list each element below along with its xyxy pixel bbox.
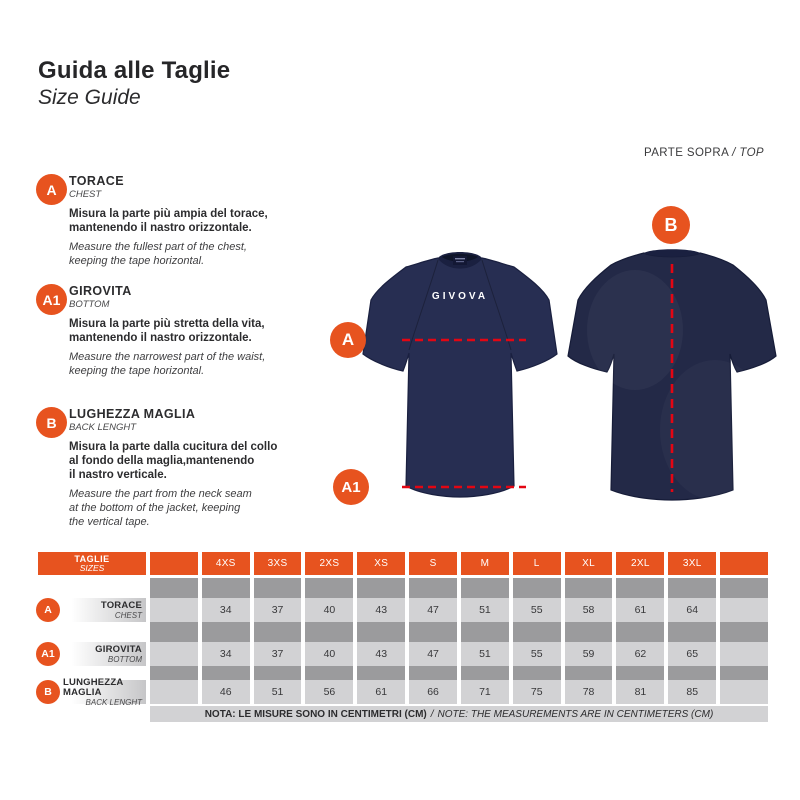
part-label-separator: / — [732, 147, 736, 159]
size-value-cell: 43 — [357, 598, 405, 622]
table-header-sizes — [38, 552, 146, 575]
size-value-cell: 37 — [254, 598, 302, 622]
desc-line: Misura la parte più stretta della vita, — [69, 318, 265, 330]
row-label-en: BACK LENGHT — [85, 697, 142, 707]
desc-line: il nastro verticale. — [69, 469, 167, 481]
size-value-cell: 58 — [565, 598, 613, 622]
size-column-header: M — [461, 552, 509, 575]
size-value-cell: 37 — [254, 642, 302, 666]
desc-line: Misura la parte dalla cucitura del collo — [69, 441, 278, 453]
desc-line: Measure the fullest part of the chest, — [69, 241, 247, 253]
brand-logo: GIVOVA — [431, 291, 489, 302]
desc-line: keeping the tape horizontal. — [69, 365, 205, 377]
measure-desc-it — [69, 207, 348, 235]
size-value-cell: 51 — [461, 598, 509, 622]
table-row-label-back-length — [38, 676, 146, 707]
page-title — [38, 58, 230, 110]
header-sizes: SIZES — [79, 563, 105, 573]
size-value-cell: 59 — [565, 642, 613, 666]
marker-a1-on-shirt: A1 — [333, 469, 369, 505]
size-value-cell: 71 — [461, 680, 509, 704]
row-label-en: BOTTOM — [107, 654, 142, 664]
part-label-english: TOP — [739, 147, 764, 159]
size-value-cell: 47 — [409, 642, 457, 666]
size-value-cell: 66 — [409, 680, 457, 704]
size-column-header: XL — [565, 552, 613, 575]
size-value-cell: 55 — [513, 598, 561, 622]
empty-cell — [720, 680, 768, 704]
size-value-cell: 61 — [616, 598, 664, 622]
size-column-header: L — [513, 552, 561, 575]
size-value-cell: 40 — [305, 598, 353, 622]
measure-name-it: LUGHEZZA MAGLIA — [69, 407, 196, 421]
size-value-cell: 43 — [357, 642, 405, 666]
desc-line: mantenendo il nastro orizzontale. — [69, 332, 252, 344]
table-row-label-chest — [38, 598, 146, 622]
tshirt-front-image — [360, 238, 560, 503]
desc-line: Measure the narrowest part of the waist, — [69, 351, 266, 363]
size-value-cell: 47 — [409, 598, 457, 622]
desc-line: mantenendo il nastro orizzontale. — [69, 222, 252, 234]
size-value-cell: 56 — [305, 680, 353, 704]
header-trailing-cell — [720, 552, 768, 575]
empty-cell — [150, 680, 198, 704]
row-label-it: TORACE — [100, 599, 142, 611]
measure-name-en: BACK LENGHT — [69, 422, 137, 433]
size-column-header: 2XS — [305, 552, 353, 575]
desc-line: keeping the tape horizontal. — [69, 255, 205, 267]
desc-line: Misura la parte più ampia del torace, — [69, 208, 268, 220]
size-table-header-row — [38, 552, 768, 575]
marker-a1-badge: A1 — [36, 284, 67, 315]
measure-desc-en — [69, 487, 348, 529]
size-column-header: 4XS — [202, 552, 250, 575]
note-separator: / — [430, 708, 434, 720]
row-label-en: CHEST — [114, 610, 142, 620]
desc-line: at the bottom of the jacket, keeping — [69, 502, 241, 514]
marker-a-table-badge: A — [36, 598, 60, 622]
size-column-header: 3XL — [668, 552, 716, 575]
empty-cell — [720, 642, 768, 666]
measure-name-it: GIROVITA — [69, 284, 132, 298]
size-value-cell: 46 — [202, 680, 250, 704]
size-column-header: XS — [357, 552, 405, 575]
size-value-cell: 81 — [616, 680, 664, 704]
marker-b-badge: B — [36, 407, 67, 438]
marker-a-on-shirt: A — [330, 322, 366, 358]
measurements-note-bar — [150, 706, 768, 722]
marker-b-table-badge: B — [36, 680, 60, 704]
size-column-header: 3XS — [254, 552, 302, 575]
size-value-cell: 51 — [461, 642, 509, 666]
size-table — [38, 552, 768, 724]
size-table-body — [38, 578, 768, 707]
desc-line: al fondo della maglia,mantenendo — [69, 455, 255, 467]
size-value-cell: 34 — [202, 598, 250, 622]
desc-line: Measure the part from the neck seam — [69, 488, 252, 500]
note-italian: NOTA: LE MISURE SONO IN CENTIMETRI (CM) — [204, 708, 427, 720]
desc-line: the vertical tape. — [69, 516, 150, 528]
page-title-italian: Guida alle Taglie — [38, 57, 231, 84]
measure-section-chest — [36, 174, 348, 268]
empty-cell — [150, 642, 198, 666]
size-value-cell: 34 — [202, 642, 250, 666]
measure-section-back-length — [36, 407, 348, 529]
size-value-cell: 78 — [565, 680, 613, 704]
size-column-header: S — [409, 552, 457, 575]
marker-a-badge: A — [36, 174, 67, 205]
page-title-english: Size Guide — [38, 86, 141, 109]
size-value-cell: 75 — [513, 680, 561, 704]
header-taglie: TAGLIE — [74, 554, 110, 564]
row-label-it: LUNGHEZZA MAGLIA — [63, 676, 124, 698]
empty-cell — [150, 598, 198, 622]
measure-desc-en — [69, 350, 348, 378]
measure-desc-en — [69, 240, 348, 268]
marker-b-on-shirt: B — [652, 206, 690, 244]
size-value-cell: 51 — [254, 680, 302, 704]
size-value-cell: 40 — [305, 642, 353, 666]
note-english: NOTE: THE MEASUREMENTS ARE IN CENTIMETERS (CM) — [437, 708, 714, 720]
header-spacer-cell — [150, 552, 198, 575]
measure-section-waist — [36, 284, 348, 378]
size-value-cell: 85 — [668, 680, 716, 704]
measure-desc-it — [69, 440, 348, 482]
tshirt-back-image — [565, 240, 785, 505]
measure-name-en: BOTTOM — [69, 299, 110, 310]
table-row-label-waist — [38, 642, 146, 666]
garment-part-label — [644, 147, 764, 159]
row-label-it: GIROVITA — [95, 643, 142, 655]
size-value-cell: 55 — [513, 642, 561, 666]
part-label-italian: PARTE SOPRA — [644, 147, 729, 159]
size-value-cell: 61 — [357, 680, 405, 704]
neck-label — [453, 256, 467, 265]
size-value-cell: 62 — [616, 642, 664, 666]
size-value-cell: 64 — [668, 598, 716, 622]
empty-cell — [720, 598, 768, 622]
marker-a1-table-badge: A1 — [36, 642, 60, 666]
size-column-header: 2XL — [616, 552, 664, 575]
size-value-cell: 65 — [668, 642, 716, 666]
measure-name-it: TORACE — [69, 174, 124, 188]
measure-desc-it — [69, 317, 348, 345]
measure-name-en: CHEST — [69, 189, 102, 200]
